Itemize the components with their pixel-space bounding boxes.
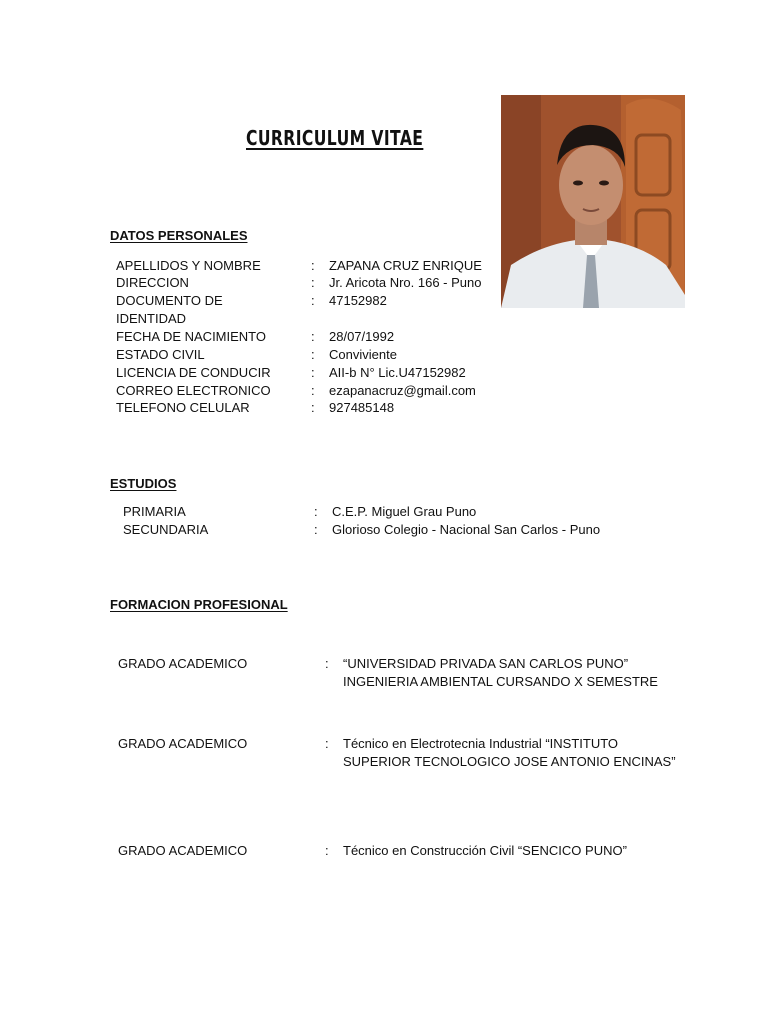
separator: : xyxy=(311,400,315,415)
field-value: Técnico en Electrotecnia Industrial “INSTITUTO xyxy=(343,736,619,751)
field-label: DIRECCION xyxy=(116,275,189,290)
field-value-continued: INGENIERIA AMBIENTAL CURSANDO X SEMESTRE xyxy=(343,674,658,689)
field-label: SECUNDARIA xyxy=(123,522,209,537)
separator: : xyxy=(311,383,315,398)
field-label: APELLIDOS Y NOMBRE xyxy=(116,258,261,273)
separator: : xyxy=(325,656,329,671)
separator: : xyxy=(311,347,315,362)
field-value: ZAPANA CRUZ ENRIQUE xyxy=(329,258,482,273)
field-label: GRADO ACADEMICO xyxy=(118,656,248,671)
person-portrait-image xyxy=(501,95,685,308)
field-label: CORREO ELECTRONICO xyxy=(116,383,271,398)
field-value: 927485148 xyxy=(329,400,395,415)
field-value-continued: SUPERIOR TECNOLOGICO JOSE ANTONIO ENCINAS” xyxy=(343,754,676,769)
personal-data-heading: DATOS PERSONALES xyxy=(110,228,248,243)
field-label: GRADO ACADEMICO xyxy=(118,736,248,751)
separator: : xyxy=(311,275,315,290)
separator: : xyxy=(314,522,318,537)
field-label: GRADO ACADEMICO xyxy=(118,843,248,858)
field-value: Técnico en Construcción Civil “SENCICO PUNO” xyxy=(343,843,627,858)
field-label: TELEFONO CELULAR xyxy=(116,400,250,415)
separator: : xyxy=(311,329,315,344)
field-value: “UNIVERSIDAD PRIVADA SAN CARLOS PUNO” xyxy=(343,656,629,671)
field-value: ezapanacruz@gmail.com xyxy=(329,383,476,398)
profile-photo xyxy=(501,95,685,308)
separator: : xyxy=(311,293,315,308)
field-label: ESTADO CIVIL xyxy=(116,347,205,362)
field-label: PRIMARIA xyxy=(123,504,186,519)
professional-training-heading: FORMACION PROFESIONAL xyxy=(110,597,288,612)
field-value: Jr. Aricota Nro. 166 - Puno xyxy=(329,275,482,290)
separator: : xyxy=(325,736,329,751)
separator: : xyxy=(314,504,318,519)
document-title: CURRICULUM VITAE xyxy=(246,126,424,150)
field-value: Conviviente xyxy=(329,347,397,362)
field-label: LICENCIA DE CONDUCIR xyxy=(116,365,271,380)
separator: : xyxy=(325,843,329,858)
field-value: Glorioso Colegio - Nacional San Carlos - Puno xyxy=(332,522,601,537)
field-label-continued: IDENTIDAD xyxy=(116,311,187,326)
field-value: 47152982 xyxy=(329,293,387,308)
separator: : xyxy=(311,365,315,380)
field-value: 28/07/1992 xyxy=(329,329,395,344)
field-value: AII-b N° Lic.U47152982 xyxy=(329,365,466,380)
field-label: DOCUMENTO DE xyxy=(116,293,223,308)
field-label: FECHA DE NACIMIENTO xyxy=(116,329,267,344)
field-value: C.E.P. Miguel Grau Puno xyxy=(332,504,477,519)
separator: : xyxy=(311,258,315,273)
studies-heading: ESTUDIOS xyxy=(110,476,177,491)
